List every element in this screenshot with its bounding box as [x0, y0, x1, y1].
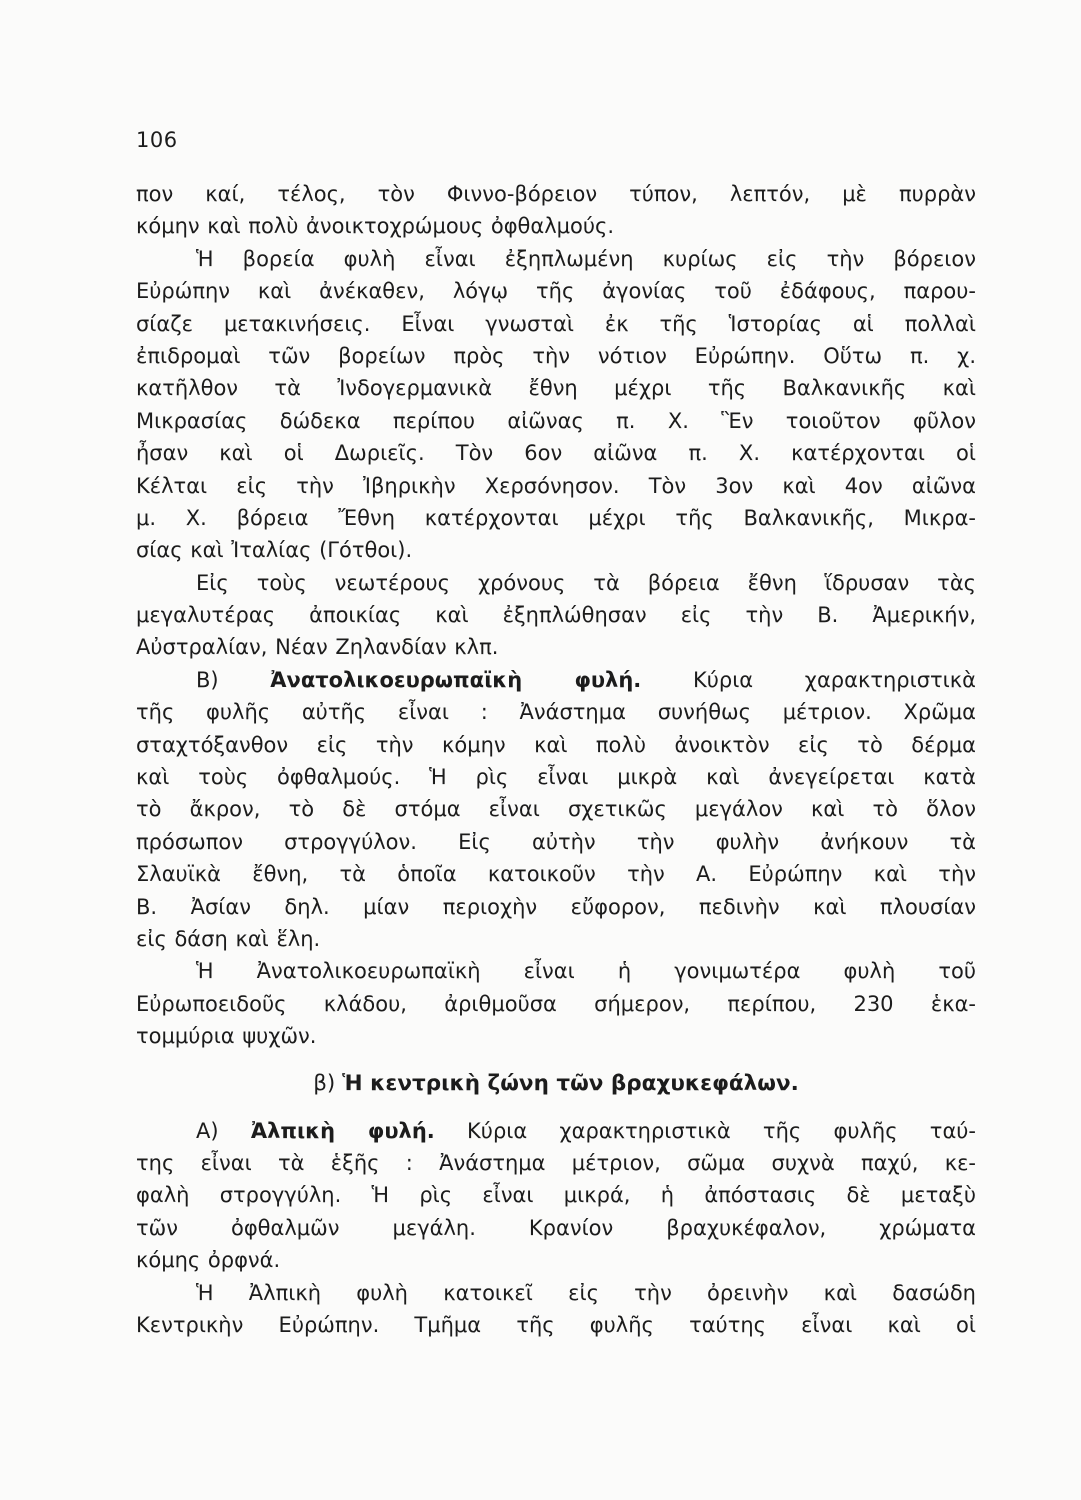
text-line: [136, 664, 976, 696]
body-text: [136, 178, 976, 1341]
text-line: Εἰς τοὺς νεωτέρους χρόνους τὰ βόρεια ἔθνη ἵδρυσαν τὰς: [196, 570, 976, 595]
section-heading: [136, 1053, 976, 1115]
text-line: Εὐρώπην καὶ ἀνέκαθεν, λόγῳ τῆς ἀγονίας τοῦ ἐδάφους, παρου-: [136, 279, 976, 304]
text-line: πον καί, τέλος, τὸν Φιννο-βόρειον τύπον, λεπτόν, μὲ πυρρὰν: [136, 182, 976, 206]
section-title-eastern-european-race: Ἀνατολικοευρωπαϊκὴ φυλή.: [270, 667, 642, 692]
text-line: Β. Ἀσίαν δηλ. μίαν περιοχὴν εὔφορον, πεδινὴν καὶ πλουσίαν: [136, 894, 976, 919]
section-title-alpine-race: Ἀλπικὴ φυλή.: [250, 1118, 435, 1143]
text-line: Εὐρωποειδοῦς κλάδου, ἀριθμοῦσα σήμερον, περίπου, 230 ἑκα-: [136, 991, 976, 1016]
text-line: ἦσαν καὶ οἱ Δωριεῖς. Τὸν 6ον αἰῶνα π. Χ. κατέρχονται οἱ: [136, 441, 976, 466]
text-line: πρόσωπον στρογγύλον. Εἰς αὐτὴν τὴν φυλὴν ἀνήκουν τὰ: [136, 829, 976, 854]
text-line: τὸ ἄκρον, τὸ δὲ στόμα εἶναι σχετικῶς μεγάλον καὶ τὸ ὅλον: [136, 797, 976, 822]
text-line: κόμην καὶ πολὺ ἀνοικτοχρώμους ὀφθαλμούς.: [136, 214, 615, 239]
section-letter: Β): [196, 667, 271, 692]
text-line: Σλαυϊκὰ ἔθνη, τὰ ὁποῖα κατοικοῦν τὴν Α. Εὐρώπην καὶ τὴν: [136, 862, 976, 887]
text-run: Κύρια χαρακτηριστικὰ τῆς φυλῆς ταύ-: [434, 1118, 976, 1143]
heading-letter: β): [313, 1070, 343, 1096]
text-line: της εἶναι τὰ ἑξῆς : Ἀνάστημα μέτριον, σῶμα συχνὰ παχύ, κε-: [136, 1150, 976, 1175]
page-number: 106: [136, 128, 178, 152]
text-line: σίας καὶ Ἰταλίας (Γότθοι).: [136, 538, 413, 563]
text-line: μεγαλυτέρας ἀποικίας καὶ ἐξηπλώθησαν εἰς τὴν Β. Ἀμερικήν,: [136, 603, 976, 628]
section-letter: Α): [196, 1118, 251, 1143]
text-line: καὶ τοὺς ὀφθαλμούς. Ἡ ρὶς εἶναι μικρὰ καὶ ἀνεγείρεται κατὰ: [136, 765, 976, 790]
text-line: εἰς δάση καὶ ἕλη.: [136, 926, 321, 951]
text-line: σίαζε μετακινήσεις. Εἶναι γνωσταὶ ἐκ τῆς Ἱστορίας αἱ πολλαὶ: [136, 311, 976, 336]
text-line: τομμύρια ψυχῶν.: [136, 1024, 317, 1049]
text-line: Αὐστραλίαν, Νέαν Ζηλανδίαν κλπ.: [136, 635, 499, 660]
text-line: τῆς φυλῆς αὐτῆς εἶναι : Ἀνάστημα συνήθως μέτριον. Χρῶμα: [136, 700, 976, 725]
text-line: φαλὴ στρογγύλη. Ἡ ρὶς εἶναι μικρά, ἡ ἀπόστασις δὲ μεταξὺ: [136, 1183, 976, 1208]
text-line: μ. Χ. βόρεια Ἔθνη κατέρχονται μέχρι τῆς Βαλκανικῆς, Μικρα-: [136, 505, 976, 530]
text-line: Ἡ Ἀλπικὴ φυλὴ κατοικεῖ εἰς τὴν ὀρεινὴν καὶ δασώδη: [196, 1280, 976, 1305]
text-line: κόμης ὀρφνά.: [136, 1248, 281, 1273]
text-line: [136, 1115, 976, 1147]
text-run: Κύρια χαρακτηριστικὰ: [641, 667, 976, 692]
text-line: κατῆλθον τὰ Ἰνδογερμανικὰ ἔθνη μέχρι τῆς Βαλκανικῆς καὶ: [136, 376, 976, 401]
heading-title: Ἡ κεντρικὴ ζώνη τῶν βραχυκεφάλων.: [342, 1070, 799, 1096]
text-line: Κεντρικὴν Εὐρώπην. Τμῆμα τῆς φυλῆς ταύτης εἶναι καὶ οἱ: [136, 1312, 976, 1337]
text-line: Ἡ βορεία φυλὴ εἶναι ἐξηπλωμένη κυρίως εἰς τὴν βόρειον: [196, 246, 976, 271]
text-line: Κέλται εἰς τὴν Ἰβηρικὴν Χερσόνησον. Τὸν 3ον καὶ 4ον αἰῶνα: [136, 473, 976, 498]
text-line: σταχτόξανθον εἰς τὴν κόμην καὶ πολὺ ἀνοικτὸν εἰς τὸ δέρμα: [136, 732, 976, 757]
text-line: τῶν ὀφθαλμῶν μεγάλη. Κρανίον βραχυκέφαλον, χρώματα: [136, 1215, 976, 1240]
text-line: ἐπιδρομαὶ τῶν βορείων πρὸς τὴν νότιον Εὐρώπην. Οὕτω π. χ.: [136, 343, 976, 368]
text-line: Ἡ Ἀνατολικοευρωπαϊκὴ εἶναι ἡ γονιμωτέρα φυλὴ τοῦ: [196, 959, 976, 984]
text-line: Μικρασίας δώδεκα περίπου αἰῶνας π. Χ. Ἓν τοιοῦτον φῦλον: [136, 408, 976, 433]
